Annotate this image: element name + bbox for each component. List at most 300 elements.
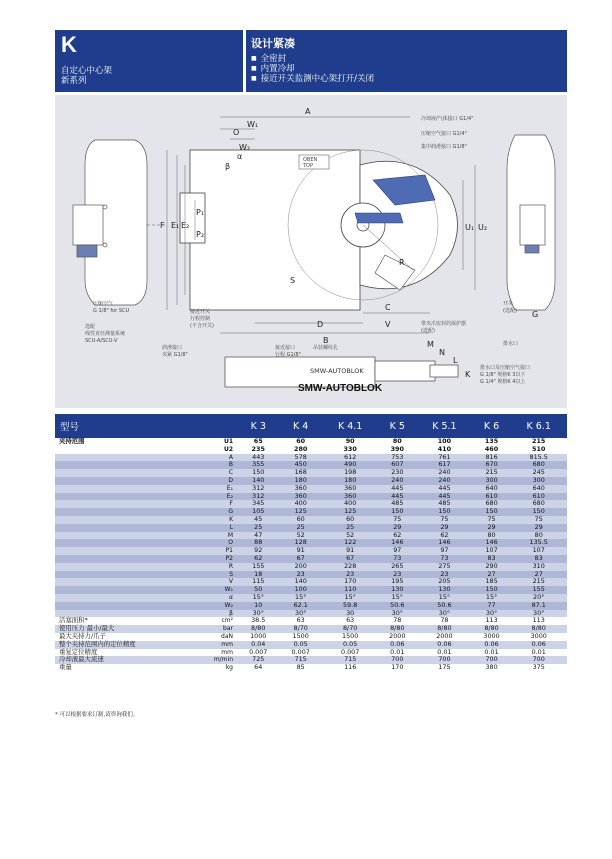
row-unit: β bbox=[209, 610, 237, 618]
cell-value: 170 bbox=[378, 664, 416, 672]
cell-value: 510 bbox=[510, 446, 567, 454]
cell-value: 15° bbox=[279, 594, 321, 602]
dim-D: D bbox=[317, 320, 324, 329]
cell-value: 97 bbox=[378, 547, 416, 555]
feature-item: ■ 接近开关监测中心架打开/关闭 bbox=[251, 74, 374, 84]
cell-value: 150 bbox=[416, 508, 473, 516]
cell-value: 155 bbox=[237, 563, 279, 571]
row-unit: O bbox=[209, 539, 237, 547]
cell-value: 146 bbox=[416, 539, 473, 547]
callout-drain-air: 排水口及压缩空气接口 bbox=[480, 365, 531, 371]
callout-lube: 集中润滑接口 G1/8" bbox=[421, 144, 467, 150]
cell-value: 100 bbox=[416, 438, 473, 446]
cell-value: 50 bbox=[237, 586, 279, 594]
cell-value: 65 bbox=[237, 438, 279, 446]
cell-value: 355 bbox=[237, 461, 279, 469]
cell-value: 265 bbox=[378, 563, 416, 571]
model-col: K 3 bbox=[237, 414, 279, 438]
dim-W1: W₁ bbox=[247, 120, 259, 129]
row-name bbox=[55, 461, 209, 469]
cell-value: 115 bbox=[237, 578, 279, 586]
cell-value: 15° bbox=[237, 594, 279, 602]
dim-B: B bbox=[323, 336, 329, 345]
cell-value: 100 bbox=[279, 586, 321, 594]
cell-value: 300 bbox=[473, 477, 511, 485]
cell-value: 3000 bbox=[473, 633, 511, 641]
cell-value: 815.5 bbox=[510, 454, 567, 462]
row-unit: α bbox=[209, 594, 237, 602]
cell-value: 200 bbox=[279, 563, 321, 571]
cell-value: 312 bbox=[237, 485, 279, 493]
cell-value: 150 bbox=[237, 469, 279, 477]
cell-value: 0.06 bbox=[378, 641, 416, 649]
cell-value: 80 bbox=[473, 532, 511, 540]
cell-value: 83 bbox=[473, 555, 511, 563]
cell-value: 125 bbox=[322, 508, 379, 516]
model-col: K 6 bbox=[473, 414, 511, 438]
cell-value: 700 bbox=[510, 656, 567, 664]
cell-value: 700 bbox=[416, 656, 473, 664]
cell-value: 10 bbox=[237, 602, 279, 610]
dim-K: K bbox=[465, 370, 471, 379]
cell-value: 15° bbox=[322, 594, 379, 602]
cell-value: 245 bbox=[510, 469, 567, 477]
features-list bbox=[251, 54, 374, 84]
dim-E1: E₁ bbox=[171, 221, 180, 230]
model-col: K 4 bbox=[279, 414, 321, 438]
cell-value: 47 bbox=[237, 532, 279, 540]
table-row bbox=[55, 664, 567, 672]
row-unit: V bbox=[209, 578, 237, 586]
cell-value: 75 bbox=[510, 516, 567, 524]
cell-value: 92 bbox=[237, 547, 279, 555]
dim-alpha: α bbox=[237, 152, 243, 161]
brand-label: SMW-AUTOBLOK bbox=[298, 383, 383, 394]
cell-value: 0.01 bbox=[416, 649, 473, 657]
cell-value: 62 bbox=[378, 532, 416, 540]
cell-value: 30° bbox=[510, 610, 567, 618]
cell-value: 30° bbox=[237, 610, 279, 618]
feature-item: ■ 内置冷却 bbox=[251, 64, 374, 74]
cell-value: 29 bbox=[510, 524, 567, 532]
cell-value: 240 bbox=[416, 477, 473, 485]
model-col: K 6.1 bbox=[510, 414, 567, 438]
row-name bbox=[55, 547, 209, 555]
row-name bbox=[55, 454, 209, 462]
cell-value: 485 bbox=[378, 500, 416, 508]
subtitle-line: 新系列 bbox=[61, 76, 87, 86]
cell-value: 170 bbox=[322, 578, 379, 586]
dim-V: V bbox=[385, 320, 391, 329]
cell-value: 0.05 bbox=[279, 641, 321, 649]
cell-value: 443 bbox=[237, 454, 279, 462]
cell-value: 23 bbox=[279, 571, 321, 579]
cell-value: 8/80 bbox=[473, 625, 511, 633]
row-name bbox=[55, 477, 209, 485]
cell-value: 23 bbox=[416, 571, 473, 579]
callout-drain: 排水口 bbox=[503, 341, 519, 347]
cell-value: 155 bbox=[510, 586, 567, 594]
cell-value: 290 bbox=[473, 563, 511, 571]
cell-value: 146 bbox=[473, 539, 511, 547]
row-name bbox=[55, 516, 209, 524]
dim-F: F bbox=[160, 221, 165, 230]
cell-value: 700 bbox=[378, 656, 416, 664]
model-letter: K bbox=[61, 32, 77, 57]
row-unit: W₁ bbox=[209, 586, 237, 594]
row-name: 重量 bbox=[55, 664, 209, 672]
callout-option: 选配 bbox=[85, 324, 96, 330]
model-subtitle bbox=[61, 66, 112, 86]
cell-value: 67 bbox=[279, 555, 321, 563]
dim-E2: E₂ bbox=[181, 221, 190, 230]
cell-value: 73 bbox=[416, 555, 473, 563]
callout-air: 压缩空气接口 G1/4" bbox=[421, 131, 467, 137]
stamp-top: TOP bbox=[303, 163, 314, 169]
cell-value: 205 bbox=[416, 578, 473, 586]
cell-value: 1500 bbox=[322, 633, 379, 641]
row-unit: P2 bbox=[209, 555, 237, 563]
cell-value: 113 bbox=[473, 617, 511, 625]
cell-value: 107 bbox=[473, 547, 511, 555]
model-col: K 5.1 bbox=[416, 414, 473, 438]
callout-jaw-protector: 带夹爪密封的保护器 bbox=[421, 321, 467, 327]
callout-jaw-protector-opt: (选配) bbox=[421, 328, 435, 334]
callout-compressed-air-spec: G 1/8" for SCU bbox=[93, 308, 130, 314]
row-unit: U2 bbox=[209, 446, 237, 454]
row-unit: B bbox=[209, 461, 237, 469]
callout-drain-air-k4: G 1/4" 规格K 4以上 bbox=[480, 379, 526, 385]
row-unit: M bbox=[209, 532, 237, 540]
cell-value: 215 bbox=[510, 578, 567, 586]
cell-value: 75 bbox=[473, 516, 511, 524]
right-side-view bbox=[507, 135, 555, 310]
cell-value: 0.01 bbox=[510, 649, 567, 657]
left-side-view bbox=[73, 140, 147, 305]
row-name bbox=[55, 586, 209, 594]
cell-value: 38.5 bbox=[237, 617, 279, 625]
cell-value: 97 bbox=[416, 547, 473, 555]
cell-value: 3000 bbox=[510, 633, 567, 641]
cell-value: 15° bbox=[473, 594, 511, 602]
callout-switch-option: 开关 bbox=[503, 301, 514, 307]
cell-value: 445 bbox=[416, 485, 473, 493]
row-name bbox=[55, 493, 209, 501]
cell-value: 753 bbox=[378, 454, 416, 462]
cell-value: 25 bbox=[322, 524, 379, 532]
cell-value: 8/70 bbox=[322, 625, 379, 633]
dim-A: A bbox=[305, 107, 311, 116]
row-name bbox=[55, 571, 209, 579]
row-unit: E₁ bbox=[209, 485, 237, 493]
dim-G: G bbox=[532, 310, 539, 319]
dim-P1: P₁ bbox=[196, 208, 205, 217]
row-name: 冷却液最大流速 bbox=[55, 656, 209, 664]
cell-value: 85 bbox=[279, 664, 321, 672]
cell-value: 80 bbox=[378, 438, 416, 446]
row-name bbox=[55, 539, 209, 547]
cell-value: 640 bbox=[510, 485, 567, 493]
dim-C: C bbox=[385, 303, 391, 312]
cell-value: 400 bbox=[279, 500, 321, 508]
cell-value: 75 bbox=[378, 516, 416, 524]
row-name bbox=[55, 446, 209, 454]
cell-value: 62.1 bbox=[279, 602, 321, 610]
header-label: 型号 bbox=[55, 414, 237, 438]
cell-value: 0.04 bbox=[237, 641, 279, 649]
cell-value: 90 bbox=[322, 438, 379, 446]
cell-value: 150 bbox=[473, 586, 511, 594]
row-unit: L bbox=[209, 524, 237, 532]
cell-value: 75 bbox=[416, 516, 473, 524]
cell-value: 460 bbox=[473, 446, 511, 454]
dim-M: M bbox=[427, 340, 434, 349]
row-unit: F bbox=[209, 500, 237, 508]
cell-value: 8/80 bbox=[378, 625, 416, 633]
dim-R: R bbox=[399, 258, 405, 267]
subtitle-line: 自定心中心架 bbox=[61, 66, 113, 76]
cell-value: 215 bbox=[510, 438, 567, 446]
cell-value: 312 bbox=[237, 493, 279, 501]
cell-value: 610 bbox=[473, 493, 511, 501]
cell-value: 390 bbox=[378, 446, 416, 454]
cell-value: 45 bbox=[237, 516, 279, 524]
row-name bbox=[55, 594, 209, 602]
cell-value: 20° bbox=[510, 594, 567, 602]
cell-value: 300 bbox=[510, 477, 567, 485]
cell-value: 62 bbox=[416, 532, 473, 540]
row-name bbox=[55, 500, 209, 508]
row-name bbox=[55, 555, 209, 563]
row-unit: C bbox=[209, 469, 237, 477]
cell-value: 0.01 bbox=[378, 649, 416, 657]
dim-U1: U₁ bbox=[465, 223, 475, 232]
cell-value: 29 bbox=[416, 524, 473, 532]
cell-value: 0.007 bbox=[237, 649, 279, 657]
cell-value: 140 bbox=[279, 578, 321, 586]
cell-value: 0.06 bbox=[510, 641, 567, 649]
cell-value: 445 bbox=[378, 485, 416, 493]
cell-value: 680 bbox=[473, 500, 511, 508]
cell-value: 617 bbox=[416, 461, 473, 469]
row-name: 整个夹持范围内的定位精度 bbox=[55, 641, 209, 649]
cell-value: 91 bbox=[322, 547, 379, 555]
cell-value: 30° bbox=[279, 610, 321, 618]
cell-value: 215 bbox=[473, 469, 511, 477]
row-name bbox=[55, 578, 209, 586]
feature-item: ■ 全密封 bbox=[251, 54, 374, 64]
drawing-svg bbox=[55, 95, 567, 408]
cell-value: 240 bbox=[378, 477, 416, 485]
row-unit: A bbox=[209, 454, 237, 462]
cell-value: 91 bbox=[279, 547, 321, 555]
cell-value: 150 bbox=[510, 508, 567, 516]
cell-value: 67 bbox=[322, 555, 379, 563]
features-title: 设计紧凑 bbox=[251, 37, 295, 50]
cell-value: 29 bbox=[473, 524, 511, 532]
cell-value: 761 bbox=[416, 454, 473, 462]
dim-S: S bbox=[290, 276, 296, 285]
row-unit: m/min bbox=[209, 656, 237, 664]
callout-prox-port: 接近接口 bbox=[275, 345, 296, 351]
cell-value: 275 bbox=[416, 563, 473, 571]
cell-value: 612 bbox=[322, 454, 379, 462]
row-unit: U1 bbox=[209, 438, 237, 446]
cell-value: 410 bbox=[416, 446, 473, 454]
cell-value: 30° bbox=[378, 610, 416, 618]
stamp-oben: OBEN bbox=[303, 157, 318, 163]
cell-value: 2000 bbox=[416, 633, 473, 641]
row-unit: G bbox=[209, 508, 237, 516]
cell-value: 578 bbox=[279, 454, 321, 462]
row-name: 使用压力 最小/最大 bbox=[55, 625, 209, 633]
dim-beta: β bbox=[225, 162, 231, 171]
row-name bbox=[55, 485, 209, 493]
row-unit: bar bbox=[209, 625, 237, 633]
cell-value: 63 bbox=[279, 617, 321, 625]
cell-value: 25 bbox=[237, 524, 279, 532]
row-unit: K bbox=[209, 516, 237, 524]
cell-value: 230 bbox=[378, 469, 416, 477]
cell-value: 140 bbox=[237, 477, 279, 485]
cell-value: 25 bbox=[279, 524, 321, 532]
cell-value: 375 bbox=[510, 664, 567, 672]
callout-switch-travel: 行程控制 bbox=[190, 316, 211, 322]
cell-value: 0.007 bbox=[322, 649, 379, 657]
cell-value: 310 bbox=[510, 563, 567, 571]
cell-value: 700 bbox=[473, 656, 511, 664]
cell-value: 64 bbox=[237, 664, 279, 672]
cell-value: 715 bbox=[322, 656, 379, 664]
cell-value: 715 bbox=[279, 656, 321, 664]
callout-lifting-holes: 吊装螺纹孔 bbox=[313, 345, 339, 351]
cell-value: 610 bbox=[510, 493, 567, 501]
model-col: K 4.1 bbox=[322, 414, 379, 438]
cell-value: 30° bbox=[473, 610, 511, 618]
cell-value: 60 bbox=[322, 516, 379, 524]
dim-N: N bbox=[439, 348, 445, 357]
cell-value: 185 bbox=[473, 578, 511, 586]
cell-value: 88 bbox=[237, 539, 279, 547]
cell-value: 725 bbox=[237, 656, 279, 664]
row-unit: P1 bbox=[209, 547, 237, 555]
dim-L: L bbox=[453, 356, 458, 365]
spec-table-body bbox=[55, 438, 567, 672]
row-unit: S bbox=[209, 571, 237, 579]
callout-option-model: SCU-A/SCU-V bbox=[85, 338, 118, 344]
dim-W2: W₂ bbox=[239, 143, 251, 152]
cell-value: 130 bbox=[416, 586, 473, 594]
cell-value: 330 bbox=[322, 446, 379, 454]
cell-value: 2000 bbox=[378, 633, 416, 641]
row-unit: cm² bbox=[209, 617, 237, 625]
cell-value: 180 bbox=[322, 477, 379, 485]
cell-value: 23 bbox=[378, 571, 416, 579]
cell-value: 360 bbox=[279, 493, 321, 501]
row-name bbox=[55, 563, 209, 571]
row-unit: D bbox=[209, 477, 237, 485]
cell-value: 150 bbox=[378, 508, 416, 516]
row-name bbox=[55, 524, 209, 532]
cell-value: 195 bbox=[378, 578, 416, 586]
header-features-box bbox=[246, 30, 567, 92]
cell-value: 175 bbox=[416, 664, 473, 672]
technical-drawing bbox=[55, 95, 567, 408]
cell-value: 1000 bbox=[237, 633, 279, 641]
cell-value: 107 bbox=[510, 547, 567, 555]
cell-value: 52 bbox=[279, 532, 321, 540]
cell-value: 59.8 bbox=[322, 602, 379, 610]
dim-P2: P₂ bbox=[196, 230, 205, 239]
cell-value: 450 bbox=[279, 461, 321, 469]
cell-value: 105 bbox=[237, 508, 279, 516]
model-col: K 5 bbox=[378, 414, 416, 438]
row-name: 夹持范围 bbox=[55, 438, 209, 446]
cell-value: 360 bbox=[279, 485, 321, 493]
row-unit: daN bbox=[209, 633, 237, 641]
callout-coolant: 冷却液/气体接口 G1/4" bbox=[421, 116, 474, 122]
cell-value: 116 bbox=[322, 664, 379, 672]
cell-value: 8/70 bbox=[279, 625, 321, 633]
cell-value: 680 bbox=[510, 500, 567, 508]
cell-value: 80 bbox=[510, 532, 567, 540]
cell-value: 62 bbox=[237, 555, 279, 563]
cell-value: 50.6 bbox=[378, 602, 416, 610]
cell-value: 150 bbox=[473, 508, 511, 516]
cell-value: 87.1 bbox=[510, 602, 567, 610]
cell-value: 52 bbox=[322, 532, 379, 540]
cell-value: 0.06 bbox=[473, 641, 511, 649]
cell-value: 490 bbox=[322, 461, 379, 469]
cell-value: 0.05 bbox=[322, 641, 379, 649]
cell-value: 445 bbox=[378, 493, 416, 501]
row-name bbox=[55, 469, 209, 477]
cell-value: 198 bbox=[322, 469, 379, 477]
cell-value: 8/80 bbox=[237, 625, 279, 633]
spec-table bbox=[55, 414, 567, 672]
row-unit: kg bbox=[209, 664, 237, 672]
cell-value: 30 bbox=[322, 610, 379, 618]
cell-value: 60 bbox=[279, 516, 321, 524]
row-name bbox=[55, 508, 209, 516]
cell-value: 400 bbox=[322, 500, 379, 508]
cell-value: 360 bbox=[322, 485, 379, 493]
cell-value: 816 bbox=[473, 454, 511, 462]
cell-value: 240 bbox=[416, 469, 473, 477]
cell-value: 27 bbox=[473, 571, 511, 579]
cell-value: 30° bbox=[416, 610, 473, 618]
cell-value: 670 bbox=[473, 461, 511, 469]
cell-value: 168 bbox=[279, 469, 321, 477]
cell-value: 380 bbox=[473, 664, 511, 672]
row-name bbox=[55, 602, 209, 610]
cell-value: 60 bbox=[279, 438, 321, 446]
row-unit: W₂ bbox=[209, 602, 237, 610]
cell-value: 135 bbox=[473, 438, 511, 446]
cell-value: 23 bbox=[322, 571, 379, 579]
callout-switch: 接近开关 bbox=[190, 309, 211, 315]
footnote: * 可以根据要求订制,请咨询我们。 bbox=[55, 712, 139, 718]
cell-value: 680 bbox=[510, 461, 567, 469]
row-name: 重复定位精度 bbox=[55, 649, 209, 657]
cell-value: 83 bbox=[510, 555, 567, 563]
dim-U2: U₂ bbox=[478, 223, 488, 232]
cell-value: 128 bbox=[279, 539, 321, 547]
cell-value: 113 bbox=[510, 617, 567, 625]
cell-value: 0.007 bbox=[279, 649, 321, 657]
cell-value: 15° bbox=[416, 594, 473, 602]
cell-value: 29 bbox=[378, 524, 416, 532]
